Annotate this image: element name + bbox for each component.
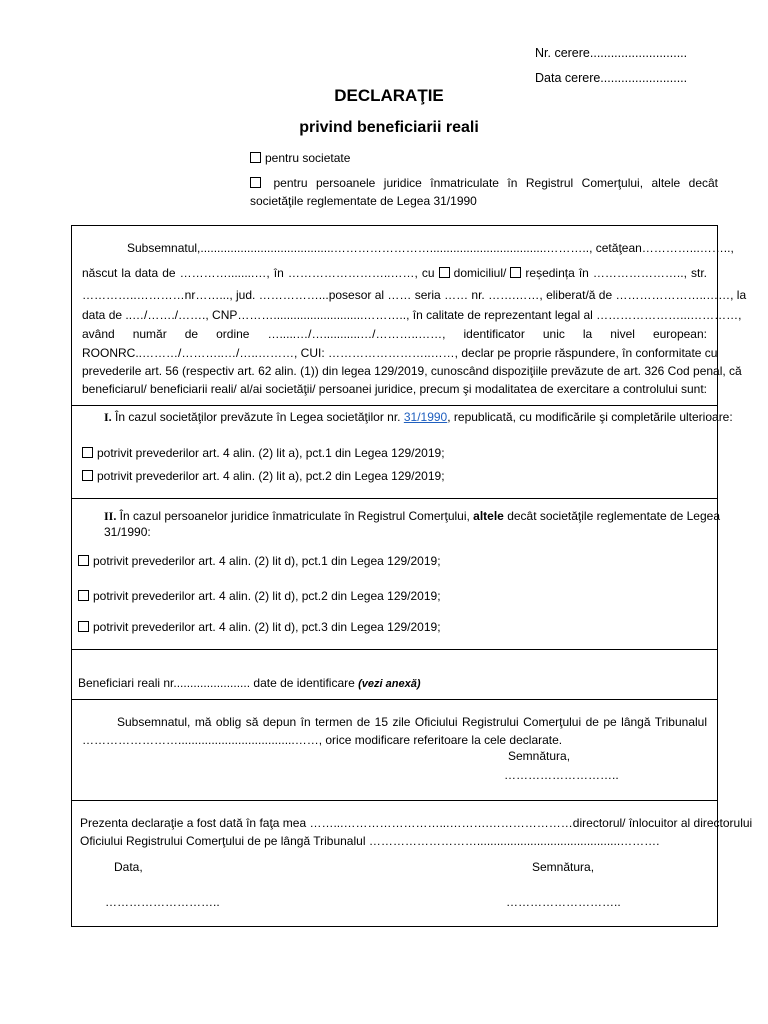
section-1-option-1[interactable]: potrivit prevederilor art. 4 alin. (2) lit a), pct.1 din Legea 129/2019;: [82, 446, 707, 460]
official-line-2: Oficiului Registrului Comerţului de pe lângă Tribunalul ………………………...........................................……….: [80, 834, 660, 848]
option-persoane-juridice-cont: societăţile reglementate de Legea 31/1990: [250, 194, 477, 208]
law-31-1990-link[interactable]: 31/1990: [403, 410, 448, 424]
section-2-box: [71, 498, 721, 649]
checkbox-s1-opt2[interactable]: [82, 470, 93, 481]
official-box: [71, 800, 753, 927]
declaration-line-8: beneficiarul/ beneficiarii reali/ al/ai societăţii/ persoanei juridice, precum şi modalitatea de exercitare a controlului sunt:: [82, 382, 707, 396]
checkbox-s2-opt1[interactable]: [78, 555, 89, 566]
beneficiari-line: Beneficiari reali nr....................... date de identificare (vezi anexă): [78, 676, 421, 690]
data-cerere: Data cerere.........................: [535, 71, 688, 85]
declaration-line-7: prevederile art. 56 (respectiv art. 62 alin. (1)) din legea 129/2019, cunoscând dispoziţiile prevăzute de art. 326 Cod penal, că: [82, 364, 742, 378]
official-date-line: ………………………..: [105, 895, 220, 909]
section-1-box: [71, 405, 733, 498]
declaration-line-6: ROONRC..………/………..…/…..………, CUI: ……………………..……, declar pe proprie răspundere, în conformitate cu: [82, 346, 718, 360]
official-date-label: Data,: [114, 860, 143, 874]
option-societate[interactable]: pentru societate: [250, 151, 350, 165]
section-2-option-1[interactable]: potrivit prevederilor art. 4 alin. (2) lit d), pct.1 din Legea 129/2019;: [78, 554, 707, 568]
beneficiari-box: [71, 649, 718, 699]
obligation-signature-label: Semnătura,: [508, 749, 571, 763]
official-line-1: Prezenta declaraţie a fost dată în faţa mea ……...……………………...……….…………………directorul/ înlocuitor al directorului: [80, 816, 753, 830]
checkbox-s2-opt2[interactable]: [78, 590, 89, 601]
section-1-heading: I. În cazul societăţilor prevăzute în Legea societăţilor nr. 31/1990, republicată, cu modificările şi completările ulterioare:: [104, 410, 733, 424]
checkbox-persoane-juridice[interactable]: [250, 177, 261, 188]
nr-cerere: Nr. cerere............................: [535, 46, 688, 60]
checkbox-domiciliu[interactable]: [439, 267, 450, 278]
declaration-line-2: născut la data de …………........…, în ……………………..……, cu domiciliul/ reședința în ………………….., str.: [82, 266, 707, 280]
declaration-line-1: Subsemnatul,........................................……………………...................................……….., cetăţean…………...……..,: [127, 241, 734, 255]
section-2-option-2[interactable]: potrivit prevederilor art. 4 alin. (2) lit d), pct.2 din Legea 129/2019;: [78, 589, 707, 603]
checkbox-resedinta[interactable]: [510, 267, 521, 278]
page-title: DECLARAŢIE: [334, 86, 444, 105]
obligation-box: [71, 699, 718, 800]
obligation-signature-line: ………………………..: [504, 768, 619, 782]
declaration-box: [71, 225, 747, 405]
section-2-heading: II. În cazul persoanelor juridice înmatriculate în Registrul Comerţului, altele decât societăţile reglementate de Legea: [104, 509, 721, 523]
declaration-line-5: având număr de ordine ….....…/…...........…/………..……, identificator unic la nivel european:: [82, 327, 707, 341]
obligation-line-1: Subsemnatul, mă oblig să depun în termen de 15 zile Oficiului Registrului Comerţului de pe lângă Tribunalul: [117, 715, 707, 729]
checkbox-s1-opt1[interactable]: [82, 447, 93, 458]
page-subtitle: privind beneficiarii reali: [299, 119, 479, 136]
section-2-option-3[interactable]: potrivit prevederilor art. 4 alin. (2) lit d), pct.3 din Legea 129/2019;: [78, 620, 707, 634]
option-persoane-juridice[interactable]: pentru persoanele juridice înmatriculate în Registrul Comerţului, altele decât: [250, 176, 718, 190]
section-1-option-2[interactable]: potrivit prevederilor art. 4 alin. (2) lit a), pct.2 din Legea 129/2019;: [82, 469, 707, 483]
section-2-heading-cont: 31/1990:: [104, 525, 151, 539]
official-signature-line: ………………………..: [506, 895, 621, 909]
official-signature-label: Semnătura,: [532, 860, 595, 874]
checkbox-s2-opt3[interactable]: [78, 621, 89, 632]
checkbox-societate[interactable]: [250, 152, 261, 163]
obligation-line-2: ……………………...................................……, orice modificare referitoare la cele declarate.: [82, 733, 563, 747]
declaration-line-3: …………..…………nr……..., jud. ……………...posesor al …… seria …… nr. …….……, eliberat/ă de …………………..……, la: [82, 288, 747, 302]
declaration-line-4: data de ..…/……./……., CNP………...........................……….., în calitate de reprezentant legal al …………………...…………,: [82, 308, 742, 322]
